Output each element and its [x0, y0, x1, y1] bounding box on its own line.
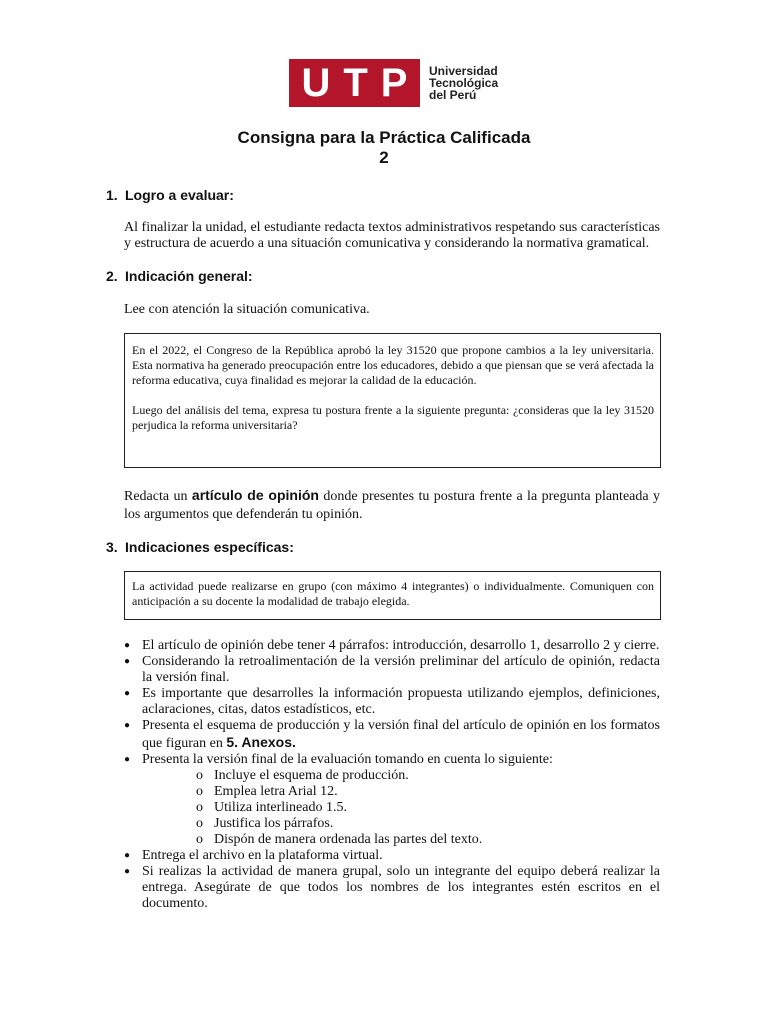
- sublist-item: o Emplea letra Arial 12.: [196, 784, 660, 800]
- logro-paragraph: Al finalizar la unidad, el estudiante redacta textos administrativos respetando sus características y estructura de acuerdo a una situación comunicativa y considerando la normativa gramatical.: [124, 220, 660, 251]
- logo-letter-u: U: [301, 60, 331, 105]
- anexos-reference: 5. Anexos.: [226, 734, 296, 750]
- instruccion-text: donde presentes tu postura frente a la pregunta planteada y los argumentos que defenderán tu opinión.: [124, 489, 660, 522]
- modalidad-text: La actividad puede realizarse en grupo (con máximo 4 integrantes) o individualmente. Comuniquen con anticipación a su docente la modalidad de trabajo elegida.: [132, 579, 654, 608]
- situacion-comunicativa-box: [124, 333, 661, 468]
- situacion-paragraph-1: En el 2022, el Congreso de la República aprobó la ley 31520 que propone cambios a la ley universitaria. Esta normativa ha generado preocupación entre los educadores, debido a que piensan que se verá afectada la reforma educativa, cuya finalidad es mejorar la calidad de la educación.: [132, 343, 654, 387]
- section-number: 1.: [106, 187, 118, 203]
- logo-wordmark: [429, 65, 498, 101]
- indicaciones-list: [124, 638, 660, 912]
- section-heading-indicaciones-especificas: [106, 539, 294, 556]
- logo-letter-p: P: [380, 60, 408, 105]
- sublist-item: o Incluye el esquema de producción.: [196, 768, 660, 784]
- instruccion-bold: artículo de opinión: [191, 487, 319, 503]
- requisitos-sublist: [142, 768, 660, 848]
- page-title: [0, 128, 768, 168]
- sublist-item: o Utiliza interlineado 1.5.: [196, 800, 660, 816]
- section-title: Indicaciones específicas:: [125, 539, 294, 555]
- sublist-item: o Justifica los párrafos.: [196, 816, 660, 832]
- instruccion-text: Redacta un: [124, 489, 192, 504]
- section-heading-indicacion-general: [106, 268, 253, 285]
- section-heading-logro: [106, 187, 234, 204]
- indicacion-intro: Lee con atención la situación comunicativa.: [124, 302, 370, 317]
- list-item-text: Presenta el esquema de producción y la versión final del artículo de opinión en los formatos que figuran en: [142, 718, 660, 751]
- page-title-line1: Consigna para la Práctica Calificada: [237, 128, 531, 147]
- logo-text-line: Tecnológica: [429, 76, 499, 90]
- section-title: Logro a evaluar:: [125, 187, 234, 203]
- list-item: [124, 718, 660, 752]
- list-item-text: Presenta la versión final de la evaluación tomando en cuenta lo siguiente:: [142, 752, 553, 767]
- sublist-item: o Dispón de manera ordenada las partes del texto.: [196, 832, 660, 848]
- page-title-line2: 2: [379, 148, 389, 167]
- section-number: 2.: [106, 268, 118, 284]
- section-title: Indicación general:: [125, 268, 253, 284]
- utp-logo-mark: [289, 59, 420, 107]
- logo-text-line: Universidad: [429, 64, 498, 78]
- section-number: 3.: [106, 539, 118, 555]
- list-item: ● Si realizas la actividad de manera grupal, solo un integrante del equipo deberá realizar la entrega. Asegúrate de que todos los nombres de los integrantes estén escritos en el documento.: [124, 864, 660, 912]
- instruccion-paragraph: [124, 486, 660, 524]
- modalidad-box: [124, 571, 661, 620]
- list-item: ● Entrega el archivo en la plataforma virtual.: [124, 848, 660, 864]
- list-item: [124, 752, 660, 848]
- logo-letter-t: T: [343, 60, 368, 105]
- logo-text-line: del Perú: [429, 88, 477, 102]
- situacion-paragraph-2: Luego del análisis del tema, expresa tu postura frente a la siguiente pregunta: ¿consideras que la ley 31520 perjudica la reforma universitaria?: [132, 403, 654, 432]
- list-item: ● Es importante que desarrolles la información propuesta utilizando ejemplos, definiciones, aclaraciones, citas, datos estadísticos, etc.: [124, 686, 660, 718]
- utp-logo: [289, 59, 498, 107]
- list-item: ● Considerando la retroalimentación de la versión preliminar del artículo de opinión, redacta la versión final.: [124, 654, 660, 686]
- list-item: ● El artículo de opinión debe tener 4 párrafos: introducción, desarrollo 1, desarrollo 2 y cierre.: [124, 638, 660, 654]
